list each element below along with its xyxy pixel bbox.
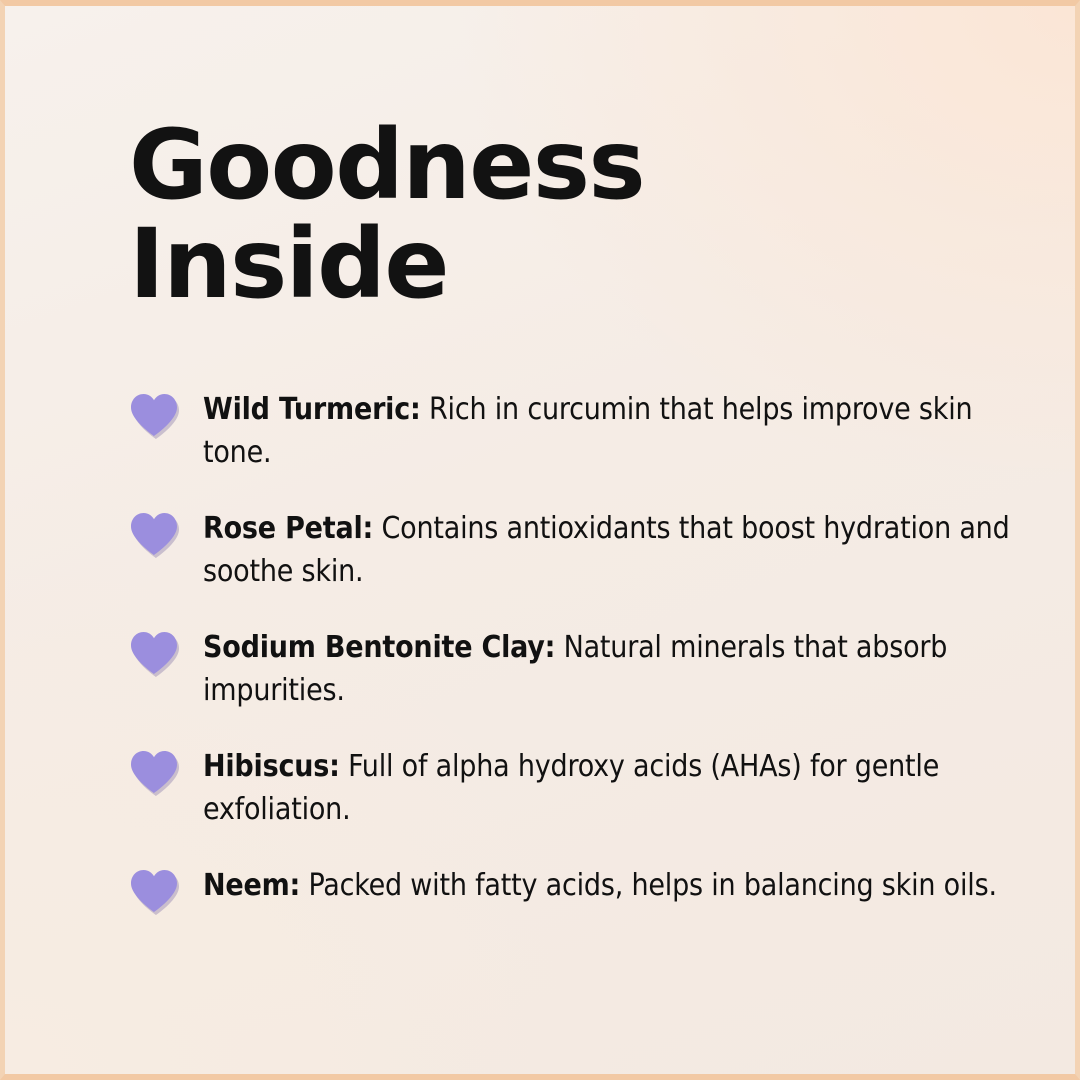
benefit-description: Rich in curcumin that helps improve skin tone. xyxy=(203,391,973,471)
benefit-description: Packed with fatty acids, helps in balancing skin oils. xyxy=(300,867,997,903)
heart-icon xyxy=(129,864,179,914)
heart-icon xyxy=(129,388,179,438)
benefit-term: Rose Petal: xyxy=(203,510,374,546)
list-item xyxy=(129,507,1015,594)
heart-icon xyxy=(129,507,179,557)
benefit-description: Full of alpha hydroxy acids (AHAs) for gentle exfoliation. xyxy=(203,748,940,828)
benefit-description: Contains antioxidants that boost hydration and soothe skin. xyxy=(203,510,1010,590)
list-item xyxy=(129,864,1015,914)
benefit-term: Hibiscus: xyxy=(203,748,340,784)
page-title-line-1: Goodness xyxy=(129,109,645,221)
heart-icon xyxy=(129,626,179,676)
benefit-text xyxy=(203,507,1015,594)
page-title-line-2: Inside xyxy=(129,207,448,320)
benefit-text xyxy=(203,864,997,908)
benefit-term: Wild Turmeric: xyxy=(203,391,421,427)
list-item xyxy=(129,388,1015,475)
list-item xyxy=(129,626,1015,713)
benefits-list xyxy=(129,388,1015,914)
benefit-term: Neem: xyxy=(203,867,301,903)
benefit-text xyxy=(203,388,1015,475)
benefit-description: Natural minerals that absorb impurities. xyxy=(203,629,948,709)
poster-content xyxy=(5,6,1075,1074)
page-title xyxy=(129,109,889,320)
benefit-text xyxy=(203,745,1015,832)
benefit-text xyxy=(203,626,1015,713)
benefit-term: Sodium Bentonite Clay: xyxy=(203,629,556,665)
heart-icon xyxy=(129,745,179,795)
list-item xyxy=(129,745,1015,832)
